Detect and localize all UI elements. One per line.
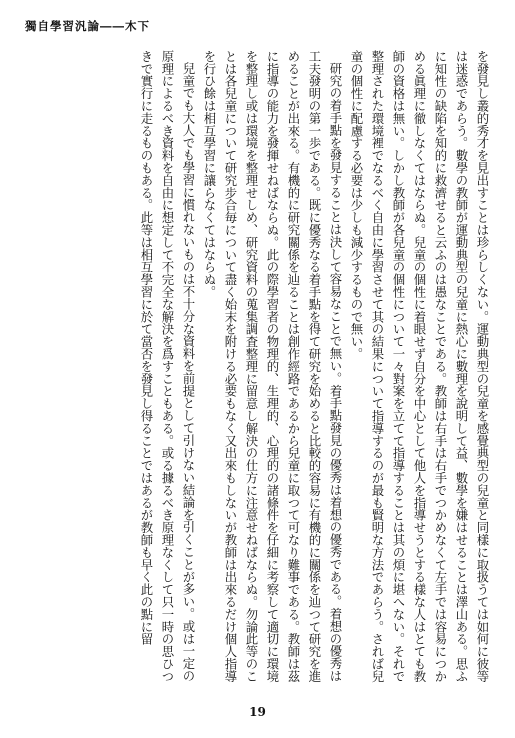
paragraph: を發見し叢的秀才を見出すことは珍らしくない。運動典型の兒童を感覺典型の兒童と同樣に取扱うては如何に彼等は迷惑であらう。數學の教師が運動典型の兒童に熱心に數理を說明して益、數學を嫌はせることは澤山ある。思ふに知性の缺陷を知的に救濟せると云ふのは愚なことである。教師は右手は右手でつかめなくて左手では容易につかめる眞理に徹しなくてはならぬ。兒童の個性に着眼せず自分を中心として他人を指導せうとする樣な人はとても教師の資格は無い。しかし教師が各兒童の個性について一々對案を立てて指導することは其の煩に堪へない。それで整理された環境裡でなるべく自由に學習させて其の結果について指導するのが最も賢明な方法であらう。されば兒童の個性に配慮する必要は少しも減少するもので無い。 xyxy=(349,50,490,683)
paragraph: 兒童でも大人でも學習に慣れないものは不十分な資料を前提として引けない結論を引くことが多い。或は一定の原理によるべき資料を自由に想定して不完全な解決を爲すこともある。或る據るべき原理なくして只一時の思ひつきで實行に走るものもある。此等は相互學習に於て當否を發見し得ることではあるが教師も早く此の點に留 xyxy=(139,50,196,683)
page-number: 19 xyxy=(249,705,266,719)
paragraph: 研究の着手點を發見することは決して容易なことで無い。着手點發見の優秀は着想の優秀である。着想の優秀は工夫發明の第一歩である。既に優秀なる着手點を得て研究を始めると比較的容易に有機的に關係を辿つて研究を進めることが出來る。有機的に研究關係を辿ることは創作經路であるから兒童に取つて可なり難事である。教師は茲に指導の能力を發揮せねばならぬ。此の際學習者の物理的、生理的、心理的の諸條件を仔細に考察して適切に環境を整理し或は環境を整理せしめ、研究資料の蒐集調査整理に留意し解決の仕方に注意せねばならぬ。勿論此等のことは各兒童について研究步合毎について盡く始末を附ける必要もなく又出來もしないが教師は出來るだけ個人指導を行ひ餘は相互學習に讓らなくてはならぬ。 xyxy=(202,50,343,683)
vertical-body-text xyxy=(30,50,493,690)
running-header: 獨自學習汎論――木下 xyxy=(25,19,150,33)
